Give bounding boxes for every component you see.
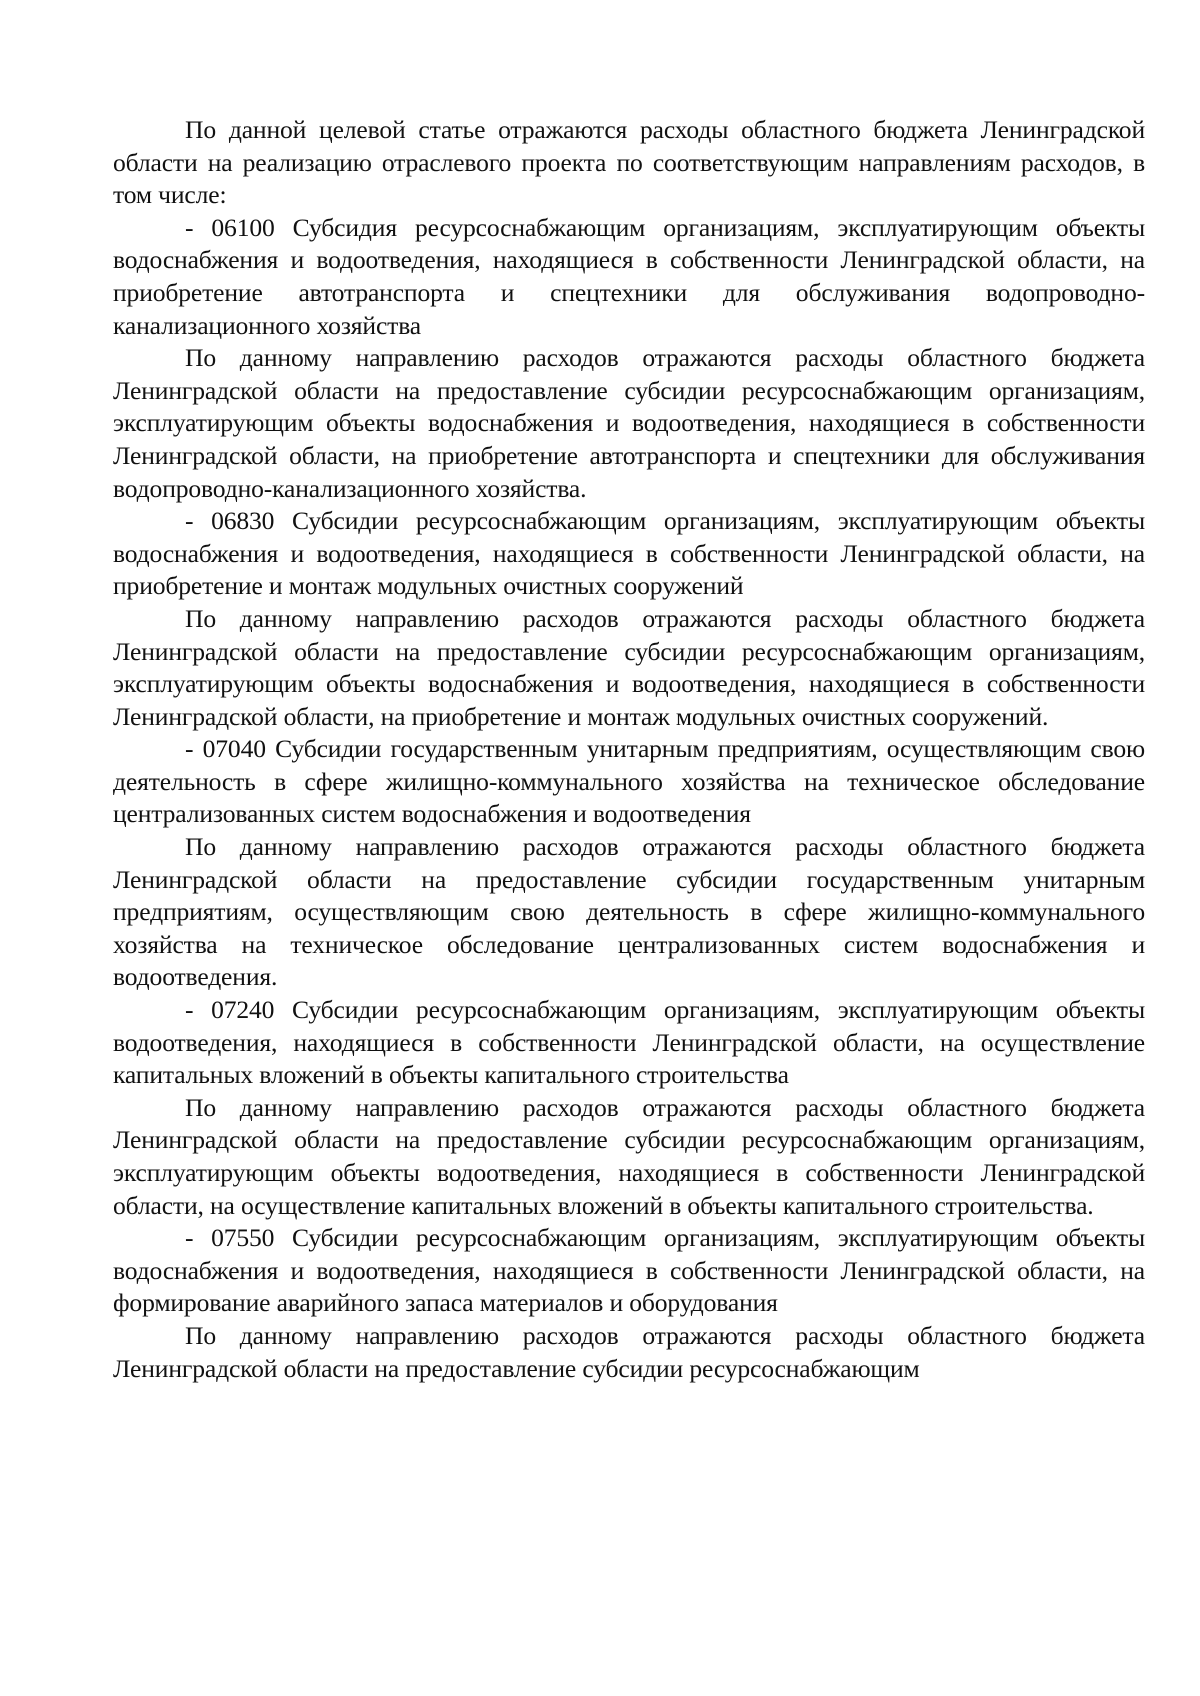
- paragraph-description-06100: По данному направлению расходов отражаются расходы областного бюджета Ленинградской области на предоставление субсидии ресурсоснабжающим организациям, эксплуатирующим объекты водоснабжения и водоотведения, находящиеся в собственности Ленинградской области, на приобретение автотранспорта и спецтехники для обслуживания водопроводно-канализационного хозяйства.: [113, 343, 1145, 503]
- paragraph-item-07240: - 07240 Субсидии ресурсоснабжающим организациям, эксплуатирующим объекты водоотведения, находящиеся в собственности Ленинградской области, на осуществление капитальных вложений в объекты капитального строительства: [113, 995, 1145, 1090]
- paragraph-description-07040: По данному направлению расходов отражаются расходы областного бюджета Ленинградской области на предоставление субсидии государственным унитарным предприятиям, осуществляющим свою деятельность в сфере жилищно-коммунального хозяйства на техническое обследование централизованных систем водоснабжения и водоотведения.: [113, 832, 1145, 992]
- paragraph-item-06100: - 06100 Субсидия ресурсоснабжающим организациям, эксплуатирующим объекты водоснабжения и водоотведения, находящиеся в собственности Ленинградской области, на приобретение автотранспорта и спецтехники для обслуживания водопроводно-канализационного хозяйства: [113, 212, 1145, 340]
- paragraph-intro: По данной целевой статье отражаются расходы областного бюджета Ленинградской области на реализацию отраслевого проекта по соответствующим направлениям расходов, в том числе:: [113, 115, 1145, 210]
- paragraph-item-06830: - 06830 Субсидии ресурсоснабжающим организациям, эксплуатирующим объекты водоснабжения и водоотведения, находящиеся в собственности Ленинградской области, на приобретение и монтаж модульных очистных сооружений: [113, 506, 1145, 601]
- paragraph-description-07240: По данному направлению расходов отражаются расходы областного бюджета Ленинградской области на предоставление субсидии ресурсоснабжающим организациям, эксплуатирующим объекты водоотведения, находящиеся в собственности Ленинградской области, на осуществление капитальных вложений в объекты капитального строительства.: [113, 1092, 1145, 1220]
- paragraph-description-06830: По данному направлению расходов отражаются расходы областного бюджета Ленинградской области на предоставление субсидии ресурсоснабжающим организациям, эксплуатирующим объекты водоснабжения и водоотведения, находящиеся в собственности Ленинградской области, на приобретение и монтаж модульных очистных сооружений.: [113, 603, 1145, 731]
- document-body: [113, 114, 1145, 1385]
- paragraph-item-07550: - 07550 Субсидии ресурсоснабжающим организациям, эксплуатирующим объекты водоснабжения и водоотведения, находящиеся в собственности Ленинградской области, на формирование аварийного запаса материалов и оборудования: [113, 1223, 1145, 1318]
- paragraph-description-07550: По данному направлению расходов отражаются расходы областного бюджета Ленинградской области на предоставление субсидии ресурсоснабжающим: [113, 1320, 1145, 1383]
- paragraph-item-07040: - 07040 Субсидии государственным унитарным предприятиям, осуществляющим свою деятельность в сфере жилищно-коммунального хозяйства на техническое обследование централизованных систем водоснабжения и водоотведения: [113, 734, 1145, 829]
